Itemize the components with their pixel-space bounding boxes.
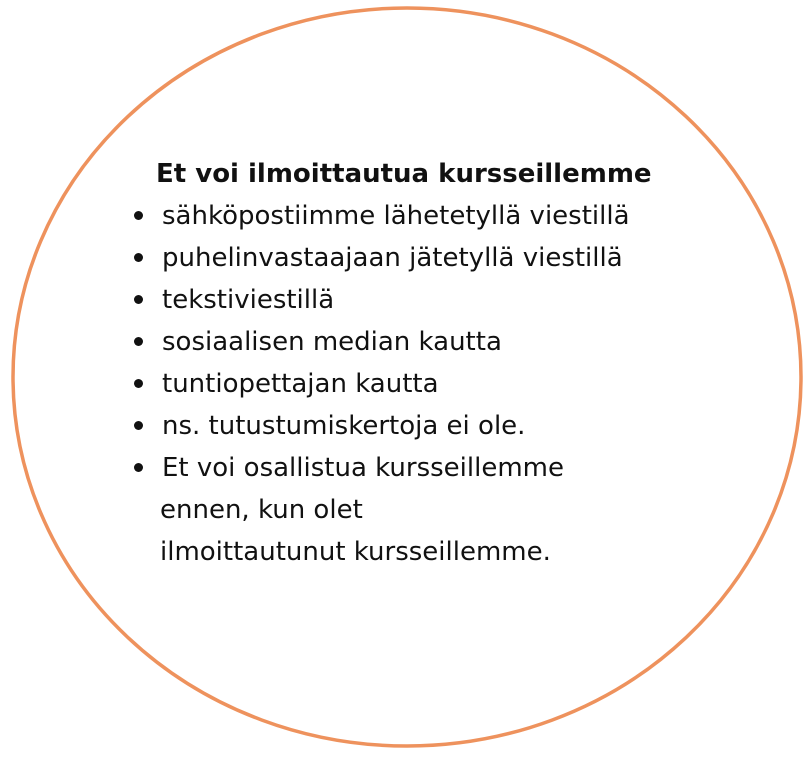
list-item [130, 279, 710, 321]
list-item [130, 195, 710, 237]
list-item-text: puhelinvastaajaan jätetyllä viestillä [162, 243, 623, 273]
list-item [130, 405, 710, 447]
bullet-icon [134, 421, 143, 430]
list-item-continuation: ilmoittautunut kursseillemme. [160, 537, 551, 567]
list-item [130, 363, 710, 405]
list-item-text: sähköpostiimme lähetetyllä viestillä [162, 201, 630, 231]
notice-list [130, 195, 710, 489]
notice-content [130, 153, 710, 573]
bullet-icon [134, 463, 143, 472]
list-item [130, 447, 710, 489]
bullet-icon [134, 253, 143, 262]
notice-title: Et voi ilmoittautua kursseillemme [156, 159, 652, 189]
list-item [130, 237, 710, 279]
list-item-text: Et voi osallistua kursseillemme [162, 453, 564, 483]
list-item-text: tekstiviestillä [162, 285, 335, 315]
bullet-icon [134, 295, 143, 304]
list-item [130, 321, 710, 363]
list-item-continuation: ennen, kun olet [160, 495, 363, 525]
bullet-icon [134, 337, 143, 346]
bullet-icon [134, 379, 143, 388]
bullet-icon [134, 211, 143, 220]
list-item-text: sosiaalisen median kautta [162, 327, 502, 357]
list-item-text: ns. tutustumiskertoja ei ole. [162, 411, 526, 441]
list-item-text: tuntiopettajan kautta [162, 369, 439, 399]
